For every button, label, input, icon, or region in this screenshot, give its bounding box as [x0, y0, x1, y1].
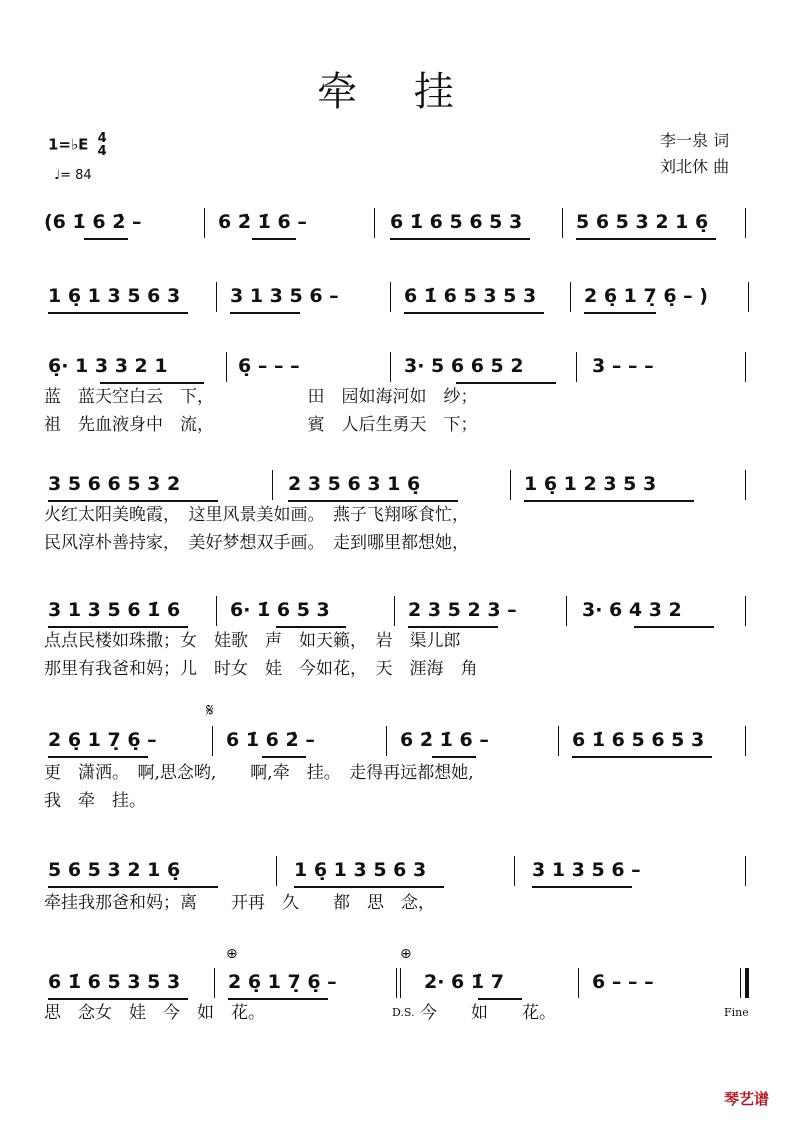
bar-line: [374, 208, 375, 238]
final-bar-line: [740, 968, 741, 998]
lyric-line: 思 念女 娃 今 如 花。: [44, 1003, 265, 1023]
key-label: 1=♭E: [48, 135, 89, 154]
bar-line: [566, 596, 567, 626]
bar-line: [396, 968, 397, 998]
measure: 6̣· 1 3 3 2 1: [48, 355, 168, 377]
measure: 6· 1̇ 6 5 3: [230, 599, 330, 621]
bar-line: [390, 282, 391, 312]
lyric-line: 祖 先血液身中 流， 賓 人后生勇天 下；: [44, 415, 478, 435]
tempo-mark: ♩= 84: [54, 168, 92, 183]
measure: 6̣ – – –: [238, 355, 300, 377]
measure: 5 6 5 3 2 1 6̣: [48, 859, 181, 881]
bar-line: [745, 208, 746, 238]
measure: 2· 6 1̇ 7: [424, 971, 504, 993]
composer-credit: 刘北休 曲: [660, 157, 730, 176]
score-row-2: [0, 282, 793, 326]
measure: 6 1̇ 6 5 6 5 3: [572, 729, 705, 751]
measure: 6 1̇ 6 2̇ –: [226, 729, 315, 751]
bar-line: [576, 352, 577, 382]
lyric-line: 今 如 花。: [420, 1003, 556, 1023]
measure: 1 6̣ 1 2 3 5 3: [524, 473, 657, 495]
coda-sign: ⊕: [400, 946, 412, 962]
lyric-line: 那里有我爸和妈；儿 时女 娃 今如花， 天 涯海 角: [44, 659, 478, 679]
lyric-line: 蓝 蓝天空白云 下， 田 园如海河如 纱；: [44, 387, 478, 407]
measure: 2 3 5 6 3 1 6̣: [288, 473, 421, 495]
bar-line: [570, 282, 571, 312]
key-signature: [48, 132, 107, 158]
measure: 1 6̣ 1 3 5 6 3: [48, 285, 181, 307]
coda-sign: ⊕: [226, 946, 238, 962]
measure: 3· 6 4 3 2: [582, 599, 682, 621]
measure: 3 1 3 5 6 1̇ 6: [48, 599, 181, 621]
bar-line: [204, 208, 205, 238]
bar-line: [514, 856, 515, 886]
bar-line: [212, 726, 213, 756]
score-row-1: [0, 208, 793, 252]
measure: 3 5 6 6 5 3 2: [48, 473, 181, 495]
lyric-line: 点点民楼如珠撒；女 娃歌 声 如天籁， 岩 渠儿郎: [44, 631, 461, 651]
bar-line: [386, 726, 387, 756]
measure: 2 6̣ 1 7̣ 6̣ –: [48, 729, 157, 751]
measure: 2 6̣ 1 7̣ 6̣ – ): [584, 285, 708, 307]
bar-line: [394, 596, 395, 626]
time-signature: 4 4: [97, 131, 107, 159]
bar-line: [226, 352, 227, 382]
bar-line: [272, 470, 273, 500]
fine-mark: Fine: [724, 1006, 749, 1019]
bar-line: [558, 726, 559, 756]
bar-line: [745, 726, 746, 756]
lyric-line: 我 牵 挂。: [44, 791, 146, 811]
ds-mark: D.S.: [392, 1006, 415, 1019]
lyric-line: 火红太阳美晚霞， 这里风景美如画。 燕子飞翔啄食忙，: [44, 505, 469, 525]
page-title: 牵 挂: [317, 69, 476, 115]
final-bar-line: [745, 968, 749, 998]
bar-line: [745, 352, 746, 382]
bar-line: [214, 968, 215, 998]
segno-sign: 𝄋: [206, 700, 214, 721]
measure: 3· 5 6 6 5 2: [404, 355, 524, 377]
measure: 2 3 5 2 3 –: [408, 599, 517, 621]
measure: 6 1̇ 6 5 6 5 3: [390, 211, 523, 233]
measure: 6 2̇ 1̇ 6 –: [218, 211, 307, 233]
measure: (6 1̇ 6 2̇ –: [44, 211, 142, 233]
measure: 1 6̣ 1 3 5 6 3: [294, 859, 427, 881]
bar-line: [562, 208, 563, 238]
measure: 6 1̇ 6 5 3 5 3: [48, 971, 181, 993]
lyric-line: 更 潇洒。 啊,思念哟, 啊,牵 挂。 走得再远都想她,: [44, 763, 474, 783]
bar-line: [400, 968, 401, 998]
measure: 6 2̇ 1̇ 6 –: [400, 729, 489, 751]
bar-line: [745, 856, 746, 886]
lyricist-credit: 李一泉 词: [660, 131, 730, 150]
measure: 5 6 5 3 2 1 6̣: [576, 211, 709, 233]
bar-line: [390, 352, 391, 382]
site-watermark: 琴艺谱: [723, 1090, 769, 1108]
lyric-line: 民风淳朴善持家， 美好梦想双手画。 走到哪里都想她，: [44, 533, 469, 553]
measure: 3 1 3 5 6 –: [532, 859, 641, 881]
lyric-line: 牵挂我那爸和妈；离 开再 久 都 思 念，: [44, 893, 435, 913]
bar-line: [745, 596, 746, 626]
bar-line: [216, 596, 217, 626]
bar-line: [578, 968, 579, 998]
measure: 6 – – –: [592, 971, 654, 993]
bar-line: [276, 856, 277, 886]
measure: 3 1 3 5 6 –: [230, 285, 339, 307]
measure: 3 – – –: [592, 355, 654, 377]
bar-line: [510, 470, 511, 500]
bar-line: [216, 282, 217, 312]
bar-line: [745, 470, 746, 500]
bar-line: [748, 282, 749, 312]
measure: 6 1̇ 6 5 3 5 3: [404, 285, 537, 307]
measure: 2 6̣ 1 7̣ 6̣ –: [228, 971, 337, 993]
